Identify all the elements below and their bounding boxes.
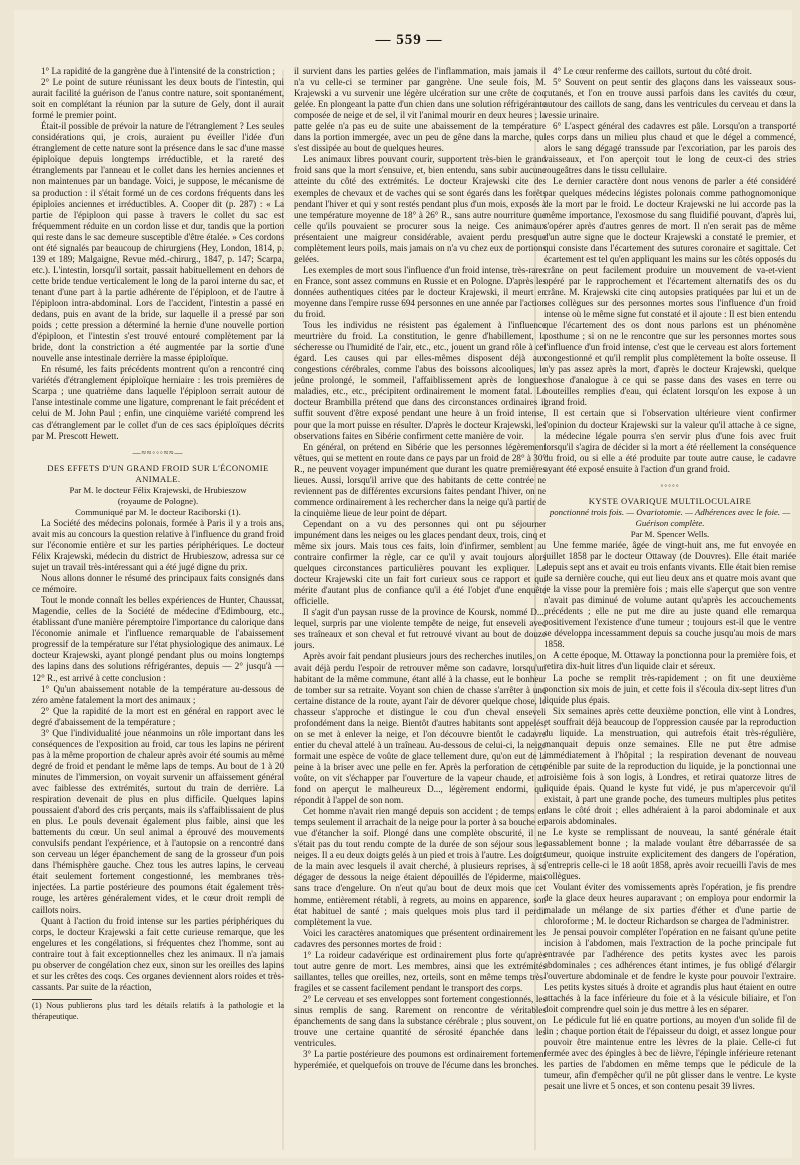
paragraph: Une femme mariée, âgée de vingt-huit ans, me fut envoyée en juillet 1858 par le docteur Ottaway (de Douvres). Elle était mariée depuis sept ans et avait eu trois enfants vivants. Elle était bien remise de sa dernière couche, qui eut lieu deux ans et quatre mois avant que je la visse pour la première fois ; mais elle s'aperçut que son ventre n'avait pas diminué de volume autant qu'après les accouchements précédents ; elle ne put me dire au juste quand elle remarqua positivement l'existence d'une tumeur ; toujours est-il que le ventre se développa incessamment depuis sa couche jusqu'au mois de mars 1858. <box>544 539 796 650</box>
paragraph: 1° La roideur cadavérique est ordinairement plus forte qu'après tout autre genre de mort. Les membres, ainsi que les extrémités saillantes, telles que oreilles, nez, orteils, sont en même temps très-fragiles et se cassent facilement pendant le transport des corps. <box>294 949 546 993</box>
paragraph: Après avoir fait pendant plusieurs jours des recherches inutiles, on avait déjà perdu l'espoir de retrouver même son cadavre, lorsqu'un habitant de la même commune, étant allé à la chasse, eut le bonheur de tomber sur sa retraite. Voyant son chien de chasse s'arrêter à une certaine distance de la route, ayant l'air de dévorer quelque chose, le chasseur s'approche et distingue le cou d'un cheval enseveli profondément dans la neige. Bientôt d'autres habitants sont appelés, on se met à enlever la neige, et l'on découvre bientôt le cadavre entier du cheval attelé à un traîneau. Au-dessous de celui-ci, la neige formait une espèce de voûte de glace tellement dure, qu'on eut de la peine à la briser avec une pelle en fer. Après la perforation de cette voûte, on vit s'échapper par l'ouverture de la vapeur chaude, et au fond on aperçut le malheureux D..., légèrement endormi, qui répondit à l'appel de son nom. <box>294 651 546 806</box>
section-ornament: —≈≈◦◦◦≈≈— <box>132 447 184 457</box>
paragraph: Cependant on a vu des personnes qui ont pu séjourner impunément dans les neiges ou les glaces pendant deux, trois, cinq et même six jours. Mais tous ces faits, loin d'infirmer, semblent au contraire confirmer la règle, car ce qu'il y avait toujours alors quelques circonstances particulières pouvant les expliquer. Le docteur Krajewski cite un fait fort curieux sous ce rapport et qui mérite d'autant plus de confiance qu'il a été l'objet d'une enquête officielle. <box>294 518 546 607</box>
paragraph: il survient dans les parties gelées de l'inflammation, mais jamais il n'a vu celle-ci se terminer par gangrène. Une seule fois, M. Krajewski a vu survenir une légère ulcération sur une crête de coq gelée. En plongeant la patte d'un chien dans une solution réfrigérante composée de neige et de sel, il vit l'animal mourir en deux heures ; la patte gelée n'a pas eu de suite une abaissement de la température dans la portion immergée, avec un peu de gêne dans la marche, qui s'est dissipée au bout de quelques heures. <box>294 66 546 154</box>
paragraph: 3° La partie postérieure des poumons est ordinairement fortement hyperémiée, et quelquefois on trouve de l'écume dans les bronches. <box>294 1049 546 1071</box>
paragraph: 2° Le cerveau et ses enveloppes sont fortement congestionnés, les sinus remplis de sang. Rarement on rencontre de véritables épanchements de sang dans la substance cérébrale ; plus souvent, on trouve une certaine quantité de sérosité épanchée dans les ventricules. <box>294 993 546 1049</box>
paragraph: Le kyste se remplissant de nouveau, la santé générale était passablement bonne ; la malade voulant être débarrassée de sa tumeur, quoique instruite explicitement des dangers de l'opération, j'entrepris celle-ci le 18 août 1858, après avoir recueilli l'avis de mes collègues. <box>544 827 796 882</box>
paragraph: Il s'agit d'un paysan russe de la province de Koursk, nommé D..., lequel, surpris par une violente tempête de neige, fut enseveli avec ses traîneaux et son cheval et fut retrouvé vivant au bout de douze jours. <box>294 607 546 651</box>
paragraph: Était-il possible de prévoir la nature de l'étranglement ? Les seules considérations qui, je crois, auraient pu éveiller l'idée d'un étranglement de cette nature sont la présence dans le sac d'une masse épiploïque depuis longtemps irréductible, et la rareté des étranglements par l'anneau et le collet dans les hernies anciennes et non maintenues par un bandage. Voici, je suppose, le mécanisme de sa production : il s'était formé un de ces cordons fréquents dans les épiploïes anciennes et irréductibles. A. Cooper dit (p. 287) : « La partie de l'épiploon qui passe à travers le collet du sac est fréquemment réduite en un cordon lisse et dur, tandis que la portion qui reste dans le sac demeure susceptible d'être étalée. » Ces cordons ont été signalés par beaucoup de chirurgiens (Hey, London, 1814, p. 139 et 189; Malgaigne, Revue méd.-chirurg., 1847, p. 147; Scarpa, etc.). L'intestin, lorsqu'il sortait, passait habituellement en dehors de cette bride tendue verticalement le long de la paroi interne du sac, et tenant d'une part à la partie adhérente de l'épiploon, et de l'autre à l'épiploon intra-abdominal. Lors de l'accident, l'intestin a passé en dedans, puis en avant de la bride, sur laquelle il a pressé par son poids ; cette pression a déterminé la hernie d'une nouvelle portion d'épiploon, et l'intestin s'est trouvé entouré complètement par la bride, dont la constriction a été augmentée par la sortie d'une nouvelle anse intestinale derrière la masse épiploïque. <box>32 121 284 364</box>
page-number: — 559 — <box>375 32 443 48</box>
paragraph: 6° L'aspect général des cadavres est pâle. Lorsqu'on a transporté les corps dans un milieu plus chaud et que le dégel a commencé, alors le sang dégagé transsude par l'excoriation, par les parois des vaisseaux, et l'on aperçoit tout le long de ceux-ci des stries rougeâtres dans le tissu cellulaire. <box>544 121 796 176</box>
paragraph: 2° Que la rapidité de la mort est en général en rapport avec le degré d'abaissement de la température ; <box>32 705 284 727</box>
journal-page <box>14 10 796 1158</box>
paragraph: Tous les individus ne résistent pas également à l'influence meurtrière du froid. La constitution, le genre d'habillement, la sécheresse ou l'humidité de l'air, etc., etc., jouent un grand rôle à cet égard. Les causes qui par elles-mêmes disposent déjà aux congestions cérébrales, comme l'abus des boissons alcooliques, le jeûne prolongé, le sommeil, l'affaiblissement après de longues maladies, etc., etc., précipitent ordinairement le moment fatal. Le docteur Brambilla prétend que dans des circonstances ordinaires il suffit souvent d'être exposé pendant une heure à un froid intense, pour que la mort puisse en résulter. D'après le docteur Krajewski, les observations faites en Sibérie confirment cette manière de voir. <box>294 320 546 441</box>
paragraph: 5° Souvent on peut sentir des glaçons dans les vaisseaux sous-cutanés, et l'on en trouve aussi parfois dans les cavités du cœur, autour des caillots de sang, dans les ventricules du cerveau et dans la vessie urinaire. <box>544 77 796 121</box>
paragraph: Le dernier caractère dont nous venons de parler a été considéré par quelques médecins légistes polonais comme pathognomonique de la mort par le froid. Le docteur Krajewski ne lui accorde pas la même importance, l'exosmose du sang fluidifié pouvant, d'après lui, s'opérer après d'autres genres de mort. Il n'en serait pas de même d'un autre signe que le docteur Krajewski a constaté le premier, et qui consiste dans l'écartement des sutures coronaire et sagittale. Cet écartement est tel qu'en appliquant les mains sur les côtés opposés du crâne on peut facilement produire un mouvement de va-et-vient opéré par le rapprochement et l'écartement alternatifs des os du crâne. M. Krajewski cite cinq autopsies pratiquées par lui et un de ses collègues sur des personnes mortes sous l'influence d'un froid intense où le même signe fut constaté et il ajoute : Il est bien entendu que l'écartement des os dont nous parlons est un phénomène posthume ; si on ne le rencontre que sur les personnes mortes sous l'influence d'un froid intense, c'est que le cerveau est alors fortement congestionné et qu'il remplit plus complètement la boîte osseuse. Il n'y pas assez après la mort, d'après le docteur Krajewski, quelque chose d'analogue à ce qui se passe dans des vases en terre ou bouteilles remplies d'eau, qui éclatent lorsqu'on les expose à un grand froid. <box>544 176 796 408</box>
column-middle <box>294 66 546 1151</box>
paragraph: La Société des médecins polonais, formée à Paris il y a trois ans, avait mis au concours la question relative à l'influence du grand froid sur l'économie entière et sur les parties périphériques. Le docteur Félix Krajewski, médecin du district de Hrubieszow, adressa sur ce sujet un travail très-intéressant qui a été jugé digne du prix. <box>32 517 284 573</box>
paragraph: 4° Le cœur renferme des caillots, surtout du côté droit. <box>553 66 752 76</box>
paragraph: Les animaux libres pouvant courir, supportent très-bien le grand froid sans que la mort s'ensuive, et, bien entendu, sans subir aucune atteinte du côté des extrémités. Le docteur Krajewski cite des exemples de chevaux et de vaches qui se sont égarés dans les forêts pendant l'hiver et qui y sont restés pendant plus d'un mois, exposés à une température moyenne de 18° à 26° R., sans autre nourriture que celle qu'ils pouvaient se procurer sous la neige. Ces animaux présentaient une maigreur considérable, avaient perdu presque complètement leurs poils, mais jamais on n'a vu chez eux de portions gelées. <box>294 154 546 264</box>
article-title: KYSTE OVARIQUE MULTILOCULAIRE <box>588 495 752 506</box>
paragraph: 3° Que l'individualité joue néanmoins un rôle important dans les conséquences de l'exposition au froid, car tous les lapins ne périrent pas à la même proportion de chaleur après avoir été soumis au même degré de froid et pendant le même laps de temps. Au bout de 1 à 20 minutes de l'immersion, on voyait survenir un affaissement général avec faiblesse des extrémités, surtout du train de derrière. La respiration devenait de plus en plus difficile. Quelques lapins poussaient d'abord des cris perçants, mais ils s'affaiblissaient de plus en plus. Le pouls devenait également plus faible, ainsi que les battements du cœur. Un seul animal a éprouvé des mouvements convulsifs pendant l'expérience, et à l'autopsie on a rencontré dans son cerveau un léger épanchement de sang de la grosseur d'un pois dans l'hémisphère gauche. Chez tous les autres lapins, le cerveau était seulement fortement congestionné, les membranes très-injectées. La partie postérieure des poumons était également très-rouge, les artères généralement vides, et le cœur droit rempli de caillots noirs. <box>32 727 284 915</box>
paragraph: Voulant éviter des vomissements après l'opération, je fis prendre de la glace deux heures auparavant ; on employa pour endormir la malade un mélange de six parties d'éther et d'une partie de chloroforme ; M. le docteur Richardson se chargea de l'administrer. <box>544 882 796 926</box>
column-left <box>32 66 284 1151</box>
paragraph: Voici les caractères anatomiques que présentent ordinairement les cadavres des personnes mortes de froid : <box>294 927 546 949</box>
paragraph: La poche se remplit très-rapidement ; on fit une deuxième ponction six mois de juin, et cette fois il s'écoula dix-sept litres d'un liquide plus épais. <box>544 672 796 705</box>
article-title: DES EFFETS D'UN GRAND FROID SUR L'ÉCONOMIE ANIMALE. <box>47 462 269 484</box>
paragraph: En résumé, les faits précédents montrent qu'on a rencontré cinq variétés d'étranglement épiploïque herniaire : les trois premières de Scarpa ; une quatrième dans laquelle l'épiploon serrait autour de l'anse intestinale comme une ligature, comprenant le fait précédent et celui de M. John Paul ; enfin, une cinquième variété comprend les cas d'étranglement par le collet d'un de ces sacs épiploïques décrits par M. Prescott Hewett. <box>32 364 284 441</box>
paragraph: Il est certain que si l'observation ultérieure vient confirmer l'opinion du docteur Krajewski sur la valeur qu'il attache à ce signe, la médecine légale pourra s'en servir plus d'une fois avec fruit lorsqu'il s'agira de décider si la mort a été réellement la conséquence du froid, ou si elle a été produite par toute autre cause, le cadavre ayant été exposé ensuite à l'action d'un grand froid. <box>544 408 796 474</box>
article-subtitle: ponctionné trois fois. — Ovariotomie. — Adhérences avec le foie. — Guérison complète. <box>549 506 791 528</box>
article-author-location: (royaume de Pologne). <box>117 495 199 506</box>
paragraph: Le pédicule fut lié en quatre portions, au moyen d'un solide fil de lin ; chaque portion était de l'épaisseur du doigt, et assez longue pour pouvoir être maintenue entre les lèvres de la plaie. Celle-ci fut fermée avec des épingles à bec de lièvre, l'épingle inférieure retenant les parties de l'abdomen en même temps que le pédicule de la tumeur, afin d'empêcher qu'il ne pût glisser dans le ventre. Le kyste pesait une livre et 5 onces, et son contenu pesait 39 livres. <box>544 1014 796 1092</box>
paragraph: En général, on prétend en Sibérie que les personnes légèrement vêtues, qui se mettent en route dans ce pays par un froid de 28° à 30° R., ne peuvent voyager impunément que durant les quatre premières lieues. Aussi, lorsqu'il arrive que des habitants de cette contrée ne reviennent pas de différentes excursions faites pendant l'hiver, on ne commence ordinairement à les rechercher dans la neige qu'à partir de la cinquième lieue de leur point de départ. <box>294 441 546 518</box>
paragraph: Je pensai pouvoir compléter l'opération en ne faisant qu'une petite incision à l'abdomen, mais l'extraction de la poche principale fut entravée par l'adhérence des petits kystes avec les parois abdominales ; ces adhérences étant intimes, je fus obligé d'élargir l'ouverture abdominale et de fendre le kyste pour pouvoir l'extraire. Les petits kystes situés à droite et agrandis plus haut étaient en outre attachés à la face inférieure du foie et à la vésicule biliaire, et l'on doit comprendre quel soin je dus mettre à les en séparer. <box>544 926 796 1014</box>
article-communicated: Communiqué par M. le docteur Raciborski (1). <box>75 506 241 517</box>
paragraph: 1° Qu'un abaissement notable de la température au-dessous de zéro amène fatalement la mort des animaux ; <box>32 683 284 705</box>
paragraph: 1° La rapidité de la gangrène due à l'intensité de la constriction ; <box>41 66 276 76</box>
paragraph: A cette époque, M. Ottaway la ponctionna pour la première fois, et retira dix-huit litres d'un liquide clair et séreux. <box>544 650 796 672</box>
article-author: Par M. le docteur Félix Krajewski, de Hrubieszow <box>69 484 247 495</box>
column-right <box>544 66 796 1151</box>
paragraph: Quant à l'action du froid intense sur les parties périphériques du corps, le docteur Krajewski a fait cette curieuse remarque, que les engelures et les congélations, si fréquentes chez l'homme, sont au contraire tout à fait exceptionnelles chez les animaux. Il n'a jamais pu observer de congélation chez eux, sinon sur les oreilles des lapins et sur les crêtes des coqs. Ces organes deviennent alors roides et très-cassants. Par suite de la réaction, <box>32 915 284 992</box>
article-author: Par M. Spencer Wells. <box>630 528 710 539</box>
paragraph: Les exemples de mort sous l'influence d'un froid intense, très-rares en France, sont assez communs en Russie et en Pologne. D'après les données authentiques citées par le docteur Krajewski, il meurt en moyenne dans l'empire russe 694 personnes en une année par l'action du froid. <box>294 264 546 320</box>
paragraph: Nous allons donner le résumé des principaux faits consignés dans ce mémoire. <box>32 573 284 595</box>
paragraph: Cet homme n'avait rien mangé depuis son accident ; de temps en temps seulement il arrachait de la neige pour la porter à sa bouche en vue d'étancher la soif. Plongé dans une complète obscurité, il ne s'était pas du tout rendu compte de la durée de son séjour sous les neiges. Il a eu deux doigts gelés à un pied et trois à l'autre. Les doigts de la main avec lesquels il avait cherché, à plusieurs reprises, à se dégager de dessous la neige étaient dépouillés de l'épiderme, mais sans trace d'engelure. On n'eut qu'au bout de deux mois que cet homme, entièrement rétabli, à regrets, au moins en apparence, son état habituel de santé ; mais quelques mois plus tard il perdit complètement la vue. <box>294 806 546 927</box>
paragraph: 2° Le point de suture réunissant les deux bouts de l'intestin, qui aurait facilité la guérison de l'anus contre nature, soit spontanément, soit en complétant la réunion par la suture de Gely, dont il aurait formé le premier point. <box>32 77 284 121</box>
paragraph: Six semaines après cette deuxième ponction, elle vint à Londres, et souffrait déjà beaucoup de l'oppression causée par la reproduction du liquide. La menstruation, qui autrefois était très-régulière, manquait depuis onze semaines. Elle ne put être admise immédiatement à l'hôpital ; la respiration devenant de nouveau pénible par suite de la reproduction du liquide, je la ponctionnai une troisième fois à son logis, à Londres, et retirai quatorze litres de liquide épais. Quand le kyste fut vidé, je pus m'apercevoir qu'il existait, à part une grande poche, des tumeurs multiples plus petites dans le côté droit ; elles adhéraient à la paroi abdominale et aux parois abdominales. <box>544 705 796 827</box>
footnote: (1) Nous publierons plus tard les détails relatifs à la pathologie et la thérapeutique. <box>32 1000 284 1021</box>
paragraph: Tout le monde connaît les belles expériences de Hunter, Chaussat, Magendie, celles de la Société de médecine d'Edimbourg, etc., établissant d'une manière péremptoire l'importance du calorique dans l'économie animale et l'influence remarquable de l'abaissement progressif de la température sur l'état physiologique des animaux. Le docteur Krajewski, ayant plongé pendant plus ou moins longtemps des lapins dans des solutions réfrigérantes, depuis — 2° jusqu'à — 12° R., est arrivé à cette conclusion : <box>32 595 284 683</box>
section-ornament: ◦◦◦◦◦ <box>660 480 680 490</box>
